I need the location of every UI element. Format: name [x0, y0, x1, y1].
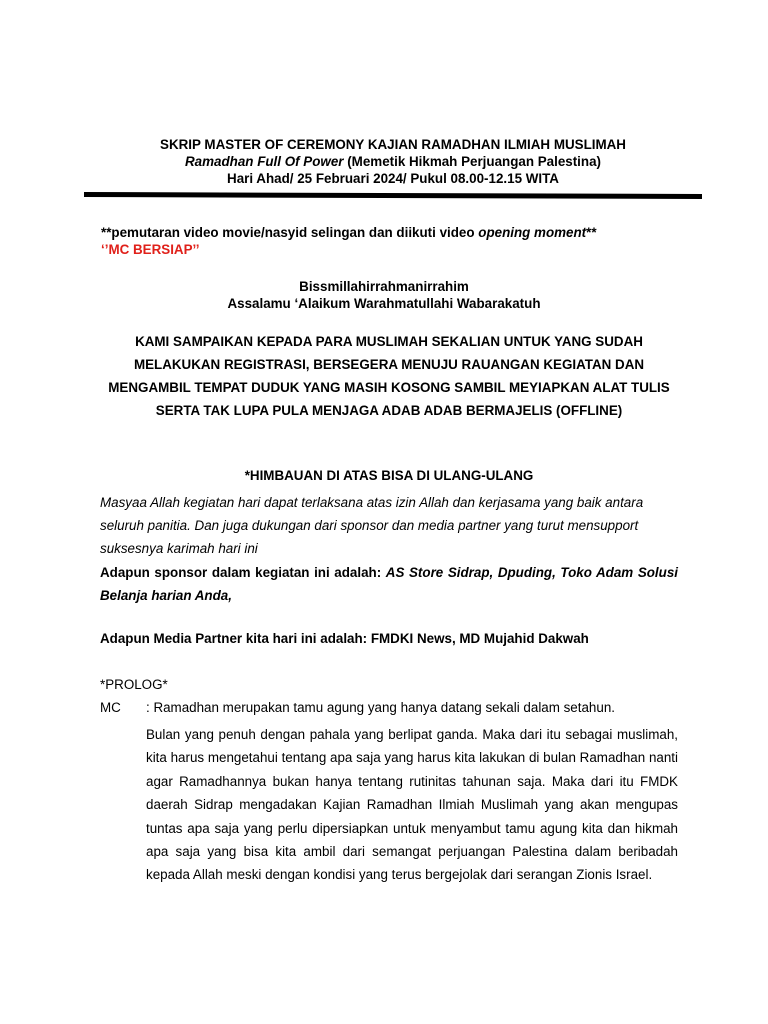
event-date-line: Hari Ahad/ 25 Februari 2024/ Pukul 08.00-12.15 WITA [227, 171, 559, 186]
mc-speaker-label: MC [100, 700, 121, 715]
header-divider [84, 192, 702, 199]
himbauan-note: *HIMBAUAN DI ATAS BISA DI ULANG-ULANG [244, 468, 534, 483]
registration-announcement: KAMI SAMPAIKAN KEPADA PARA MUSLIMAH SEKALIAN UNTUK YANG SUDAH MELAKUKAN REGISTRASI, BERSEGERA MENUJU RAUANGAN KEGIATAN DAN MENGAMBIL TEMPAT DUDUK YANG MASIH KOSONG SAMBIL MEYIAPKAN ALAT TULIS SERTA TAK LUPA PULA MENJAGA ADAB ADAB BERMAJELIS (OFFLINE) [108, 334, 670, 418]
sponsor-prefix: Adapun sponsor dalam kegiatan ini adalah: [100, 565, 386, 580]
video-note-suffix: ** [586, 225, 597, 240]
prolog-heading: *PROLOG* [100, 677, 168, 692]
event-theme-italic: Ramadhan Full Of Power [185, 154, 344, 169]
video-note-italic: opening moment [478, 225, 587, 240]
opening-greeting [0, 278, 768, 312]
media-partner-line: Adapun Media Partner kita hari ini adalah: FMDKI News, MD Mujahid Dakwah [100, 631, 589, 646]
salam-line: Assalamu ‘Alaikum Warahmatullahi Wabarakatuh [227, 296, 541, 311]
event-theme [84, 153, 702, 170]
video-note-prefix: **pemutaran video movie/nasyid selingan dan diikuti video [101, 225, 479, 240]
sponsor-paragraph [100, 561, 678, 607]
sponsor-names: AS Store Sidrap, Dpuding, Toko Adam Solusi Belanja harian Anda, [100, 565, 678, 603]
document-title: SKRIP MASTER OF CEREMONY KAJIAN RAMADHAN ILMIAH MUSLIMAH [160, 137, 626, 152]
bismillah-line: Bissmillahirrahmanirrahim [299, 279, 469, 294]
mc-first-line: : Ramadhan merupakan tamu agung yang hanya datang sekali dalam setahun. [146, 700, 615, 715]
mc-body-paragraph: Bulan yang penuh dengan pahala yang berlipat ganda. Maka dari itu sebagai muslimah, kita harus mengetahui tentang apa saja yang harus kita lakukan di bulan Ramadhan nanti agar Ramadhannya bukan hanya tentang rutinitas tahunan saja. Maka dari itu FMDK daerah Sidrap mengadakan Kajian Ramadhan Ilmiah Muslimah yang akan mengupas tuntas apa saja yang perlu dipersiapkan untuk menyambut tamu agung kita dan hikmah apa saja yang bisa kita ambil dari semangat perjuangan Palestina dalam beribadah kepada Allah meski dengan kondisi yang terus bergejolak dari serangan Zionis Israel. [146, 727, 678, 883]
masya-paragraph: Masyaa Allah kegiatan hari dapat terlaksana atas izin Allah dan kerjasama yang baik antara seluruh panitia. Dan juga dukungan dari sponsor dan media partner yang turut mensupport suksesnya karimah hari ini [100, 495, 644, 556]
mc-bersiap-cue: ‘’MC BERSIAP’’ [101, 242, 200, 257]
video-note [101, 225, 597, 240]
document-header [84, 136, 702, 187]
event-theme-rest: (Memetik Hikmah Perjuangan Palestina) [343, 154, 601, 169]
